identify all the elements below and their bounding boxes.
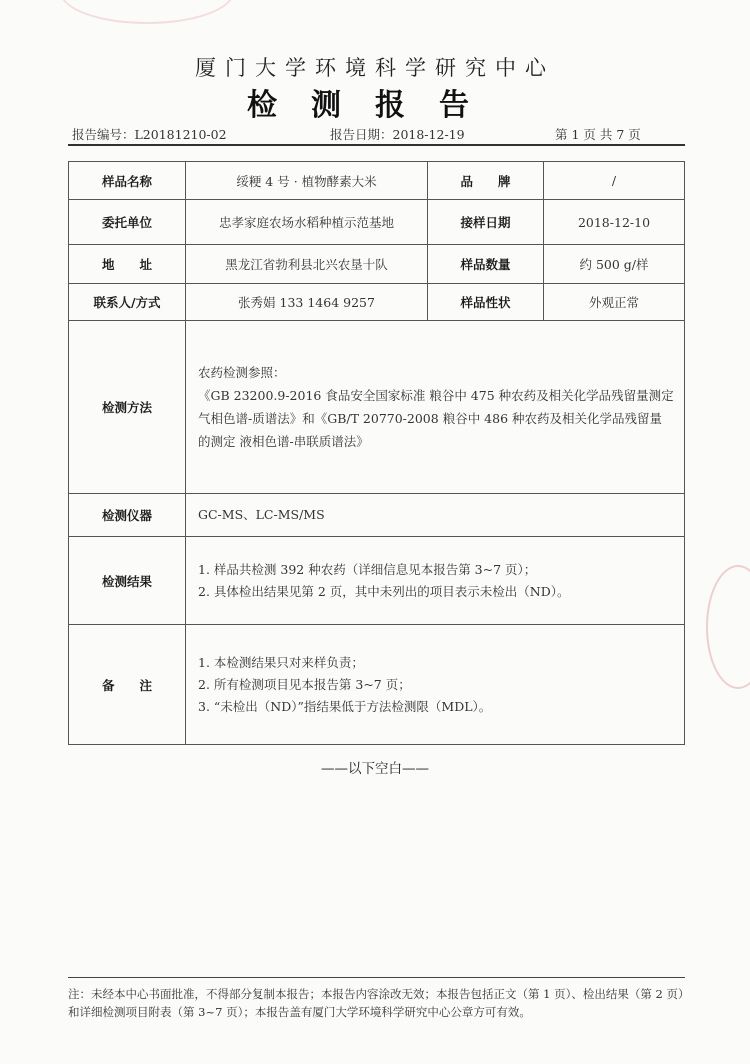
address-label: 地 址	[69, 245, 186, 284]
client-value: 忠孝家庭农场水稻种植示范基地	[186, 200, 428, 245]
method-text: 《GB 23200.9-2016 食品安全国家标准 粮谷中 475 种农药及相关化学品残留量测定 气相色谱-质谱法》和《GB/T 20770-2008 粮谷中 486 种农药及相关化学品残留量的测定 液相色谱-串联质谱法》	[198, 388, 674, 449]
footnote: 注：未经本中心书面批准，不得部分复制本报告；本报告内容涂改无效；本报告包括正文（第 1 页）、检出结果（第 2 页）和详细检测项目附表（第 3~7 页）；本报告盖有厦门大学环境科学研究中心公章方可有效。	[68, 987, 690, 1019]
report-title: 检测报告	[247, 88, 503, 123]
remark-item: 3. “未检出（ND）”指结果低于方法检测限（MDL）。	[198, 698, 492, 714]
report-number: 报告编号：L20181210-02	[72, 127, 227, 142]
seal-stamp-top	[60, 0, 234, 24]
brand-label: 品 牌	[428, 162, 544, 200]
row-result	[69, 537, 685, 625]
result-item: 2. 具体检出结果见第 2 页，其中未列出的项目表示未检出（ND）。	[198, 583, 570, 599]
quantity-value: 约 500 g/样	[544, 245, 685, 284]
receive-date-label: 接样日期	[428, 200, 544, 245]
contact-value: 张秀娟 133 1464 9257	[186, 284, 428, 321]
organization-name: 厦门大学环境科学研究中心	[195, 56, 555, 80]
instrument-value: GC-MS、LC-MS/MS	[186, 494, 685, 537]
remark-item: 1. 本检测结果只对来样负责；	[198, 654, 364, 670]
report-date: 报告日期：2018-12-19	[330, 127, 465, 142]
result-label: 检测结果	[69, 537, 186, 625]
method-label: 检测方法	[69, 321, 186, 494]
report-table	[68, 161, 685, 745]
row-address	[69, 245, 685, 284]
row-method	[69, 321, 685, 494]
appearance-value: 外观正常	[544, 284, 685, 321]
sample-name-value: 绥粳 4 号 · 植物酵素大米	[186, 162, 428, 200]
method-cell	[186, 321, 685, 494]
header-rule	[68, 144, 685, 146]
method-intro: 农药检测参照：	[198, 365, 286, 380]
contact-label: 联系人/方式	[69, 284, 186, 321]
brand-value: /	[544, 162, 685, 200]
appearance-label: 样品性状	[428, 284, 544, 321]
address-value: 黑龙江省勃利县北兴农垦十队	[186, 245, 428, 284]
client-label: 委托单位	[69, 200, 186, 245]
page-info: 第 1 页 共 7 页	[555, 127, 641, 142]
footer-rule	[68, 977, 685, 978]
seal-stamp-right	[706, 565, 750, 689]
row-client	[69, 200, 685, 245]
remark-cell	[186, 625, 685, 745]
instrument-label: 检测仪器	[69, 494, 186, 537]
row-instrument	[69, 494, 685, 537]
result-item: 1. 样品共检测 392 种农药（详细信息见本报告第 3~7 页）；	[198, 561, 537, 577]
sample-name-label: 样品名称	[69, 162, 186, 200]
row-sample-name	[69, 162, 685, 200]
quantity-label: 样品数量	[428, 245, 544, 284]
row-contact	[69, 284, 685, 321]
remark-label: 备 注	[69, 625, 186, 745]
remark-item: 2. 所有检测项目见本报告第 3~7 页；	[198, 676, 411, 692]
row-remark	[69, 625, 685, 745]
blank-below-note: ——以下空白——	[321, 761, 429, 777]
receive-date-value: 2018-12-10	[544, 200, 685, 245]
result-cell	[186, 537, 685, 625]
